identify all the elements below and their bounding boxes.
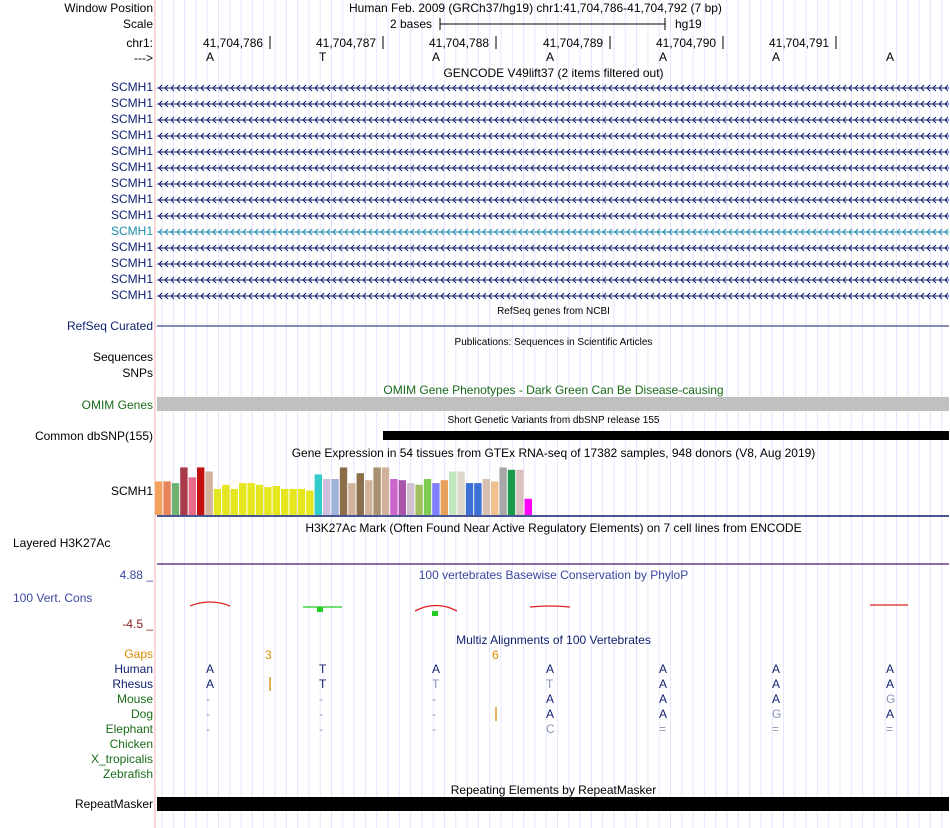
base-letter: T xyxy=(319,50,327,64)
aligned-base: = xyxy=(659,722,667,736)
h3k27ac-label[interactable]: Layered H3K27Ac xyxy=(13,536,111,550)
gtex-tissue-bar xyxy=(222,485,229,515)
aligned-base: - xyxy=(432,692,436,706)
gene-label[interactable]: SCMH1 xyxy=(110,112,153,126)
omim-bar xyxy=(157,397,949,411)
gtex-tissue-bar xyxy=(231,489,238,515)
phylop-signal xyxy=(415,606,457,612)
gtex-label[interactable]: SCMH1 xyxy=(110,484,153,498)
aligned-base: - xyxy=(206,707,210,721)
position-tick-label: 41,704,786 xyxy=(203,36,264,50)
aligned-base: = xyxy=(772,722,780,736)
gene-label[interactable]: SCMH1 xyxy=(110,288,153,302)
repeatmasker-title[interactable]: Repeating Elements by RepeatMasker xyxy=(450,783,657,797)
gtex-tissue-bar xyxy=(315,474,322,515)
window-position-label: Window Position xyxy=(64,1,153,15)
gtex-title[interactable]: Gene Expression in 54 tissues from GTEx RNA-seq of 17382 samples, 948 donors (V8, Aug 2019) xyxy=(291,446,816,460)
phylop-min-label: -4.5 _ xyxy=(122,617,153,631)
species-label[interactable]: Chicken xyxy=(109,737,153,751)
position-tick-label: 41,704,789 xyxy=(543,36,604,50)
aligned-base: A xyxy=(206,662,215,676)
aligned-base: T xyxy=(432,677,440,691)
gtex-tissue-bar xyxy=(155,481,162,515)
species-label[interactable]: Zebrafish xyxy=(102,767,153,781)
gtex-tissue-bar xyxy=(407,483,414,515)
scale-text: 2 bases xyxy=(390,17,433,31)
base-letter: A xyxy=(546,50,555,64)
aligned-base: A xyxy=(886,662,895,676)
gtex-tissue-bar xyxy=(306,491,313,515)
aligned-base: T xyxy=(319,662,327,676)
aligned-base: C xyxy=(546,722,555,736)
gap-count: 3 xyxy=(265,648,272,662)
aligned-base: - xyxy=(206,722,210,736)
species-label[interactable]: Rhesus xyxy=(112,677,153,691)
dbsnp-title[interactable]: Short Genetic Variants from dbSNP release 155 xyxy=(447,415,660,426)
gtex-tissue-bar xyxy=(239,483,246,515)
chrom-label: chr1: xyxy=(126,36,153,50)
gene-label[interactable]: SCMH1 xyxy=(110,96,153,110)
aligned-base: T xyxy=(546,677,554,691)
repeatmasker-bar xyxy=(157,797,949,811)
gene-label[interactable]: SCMH1 xyxy=(110,192,153,206)
gtex-tissue-bar xyxy=(180,467,187,515)
aligned-base: A xyxy=(659,692,668,706)
gtex-tissue-bar xyxy=(273,486,280,515)
aligned-base: - xyxy=(319,692,323,706)
base-letter: A xyxy=(772,50,781,64)
gene-label[interactable]: SCMH1 xyxy=(110,160,153,174)
position-tick-label: 41,704,790 xyxy=(656,36,717,50)
gtex-tissue-bar xyxy=(415,485,422,515)
gtex-tissue-bar xyxy=(340,467,347,515)
gene-label[interactable]: SCMH1 xyxy=(110,144,153,158)
aligned-base: A xyxy=(886,677,895,691)
multiz-title[interactable]: Multiz Alignments of 100 Vertebrates xyxy=(456,633,651,647)
gtex-tissue-bar xyxy=(449,472,456,516)
gencode-title[interactable]: GENCODE V49lift37 (2 items filtered out) xyxy=(443,66,664,80)
gtex-tissue-bar xyxy=(357,473,364,515)
base-letter: A xyxy=(206,50,215,64)
gaps-label: Gaps xyxy=(124,647,153,661)
gtex-tissue-bar xyxy=(197,467,204,515)
gtex-tissue-bar xyxy=(441,480,448,515)
gene-label[interactable]: SCMH1 xyxy=(110,208,153,222)
refseq-title[interactable]: RefSeq genes from NCBI xyxy=(497,306,610,317)
gtex-tissue-bar xyxy=(289,489,296,515)
aligned-base: A xyxy=(659,707,668,721)
repeatmasker-label[interactable]: RepeatMasker xyxy=(74,797,153,811)
gtex-tissue-bar xyxy=(457,472,464,516)
aligned-base: A xyxy=(546,707,555,721)
aligned-base: G xyxy=(886,692,896,706)
gtex-tissue-bar xyxy=(373,467,380,515)
gtex-tissue-bar xyxy=(466,483,473,515)
phylop-label[interactable]: 100 Vert. Cons xyxy=(13,591,93,605)
publications-sequences-label[interactable]: Sequences xyxy=(92,350,153,364)
scale-db: hg19 xyxy=(675,17,702,31)
aligned-base: A xyxy=(886,707,895,721)
gtex-tissue-bar xyxy=(205,472,212,516)
aligned-base: A xyxy=(772,662,781,676)
dbsnp-label[interactable]: Common dbSNP(155) xyxy=(34,429,153,443)
base-letter: A xyxy=(886,50,895,64)
gtex-tissue-bar xyxy=(172,483,179,515)
publications-title[interactable]: Publications: Sequences in Scientific Articles xyxy=(454,337,653,348)
position-tick-label: 41,704,787 xyxy=(316,36,377,50)
aligned-base: T xyxy=(319,677,327,691)
gtex-tissue-bar xyxy=(365,480,372,515)
gtex-tissue-bar xyxy=(474,483,481,515)
base-letter: A xyxy=(659,50,668,64)
aligned-base: A xyxy=(772,692,781,706)
aligned-base: A xyxy=(772,677,781,691)
gtex-tissue-bar xyxy=(424,479,431,515)
base-letter: A xyxy=(432,50,441,64)
gtex-tissue-bar xyxy=(508,470,515,515)
gtex-tissue-bar xyxy=(298,489,305,515)
gtex-tissue-bar xyxy=(525,499,532,515)
gtex-tissue-bar xyxy=(247,483,254,515)
gtex-tissue-bar xyxy=(256,485,263,515)
gene-label[interactable]: SCMH1 xyxy=(110,224,153,238)
gtex-tissue-bar xyxy=(264,487,271,515)
gtex-tissue-bar xyxy=(348,483,355,515)
gene-label[interactable]: SCMH1 xyxy=(110,128,153,142)
aligned-base: - xyxy=(319,707,323,721)
position-tick-label: 41,704,791 xyxy=(769,36,830,50)
phylop-bar xyxy=(317,607,323,612)
gtex-tissue-bar xyxy=(189,477,196,515)
h3k27ac-title[interactable]: H3K27Ac Mark (Often Found Near Active Regulatory Elements) on 7 cell lines from ENCODE xyxy=(305,521,802,535)
aligned-base: A xyxy=(546,692,555,706)
aligned-base: G xyxy=(772,707,782,721)
gtex-tissue-bar xyxy=(281,489,288,515)
publications-snps-label[interactable]: SNPs xyxy=(122,366,153,380)
aligned-base: - xyxy=(432,707,436,721)
gene-label[interactable]: SCMH1 xyxy=(110,256,153,270)
phylop-bar xyxy=(432,611,438,616)
species-label[interactable]: Dog xyxy=(130,707,153,721)
gtex-tissue-bar xyxy=(214,489,221,515)
omim-title[interactable]: OMIM Gene Phenotypes - Dark Green Can Be Disease-causing xyxy=(383,383,724,397)
aligned-base: = xyxy=(886,722,894,736)
species-label[interactable]: Elephant xyxy=(105,722,153,736)
dbsnp-variant-bar xyxy=(383,431,949,440)
position-tick-label: 41,704,788 xyxy=(429,36,490,50)
phylop-max-label: 4.88 _ xyxy=(119,568,153,582)
aligned-base: A xyxy=(546,662,555,676)
gtex-tissue-bar xyxy=(399,480,406,515)
aligned-base: - xyxy=(432,722,436,736)
aligned-base: A xyxy=(659,677,668,691)
aligned-base: A xyxy=(659,662,668,676)
assembly-title: Human Feb. 2009 (GRCh37/hg19) chr1:41,704,786-41,704,792 (7 bp) xyxy=(349,1,722,15)
phylop-signal xyxy=(530,606,570,607)
gtex-tissue-bar xyxy=(323,479,330,515)
aligned-base: - xyxy=(206,692,210,706)
strand-label: ---> xyxy=(134,51,153,65)
phylop-title[interactable]: 100 vertebrates Basewise Conservation by PhyloP xyxy=(418,568,689,582)
scale-label: Scale xyxy=(122,17,153,31)
gtex-tissue-bar xyxy=(382,467,389,515)
gtex-tissue-bar xyxy=(499,467,506,515)
omim-label[interactable]: OMIM Genes xyxy=(81,398,153,412)
gtex-tissue-bar xyxy=(331,479,338,515)
gtex-tissue-bar xyxy=(432,483,439,515)
aligned-base: A xyxy=(206,677,215,691)
gtex-tissue-bar xyxy=(390,479,397,515)
species-label[interactable]: Mouse xyxy=(116,692,153,706)
gene-label[interactable]: SCMH1 xyxy=(110,272,153,286)
gene-label[interactable]: SCMH1 xyxy=(110,176,153,190)
gene-label[interactable]: SCMH1 xyxy=(110,240,153,254)
aligned-base: - xyxy=(319,722,323,736)
gtex-tissue-bar xyxy=(516,470,523,515)
gtex-tissue-bar xyxy=(483,479,490,515)
species-label[interactable]: Human xyxy=(114,662,153,676)
refseq-label[interactable]: RefSeq Curated xyxy=(66,319,153,333)
gene-label[interactable]: SCMH1 xyxy=(110,80,153,94)
aligned-base: A xyxy=(432,662,441,676)
gtex-tissue-bar xyxy=(163,481,170,515)
gap-count: 6 xyxy=(492,648,499,662)
species-label[interactable]: X_tropicalis xyxy=(90,752,153,766)
gtex-tissue-bar xyxy=(491,481,498,515)
